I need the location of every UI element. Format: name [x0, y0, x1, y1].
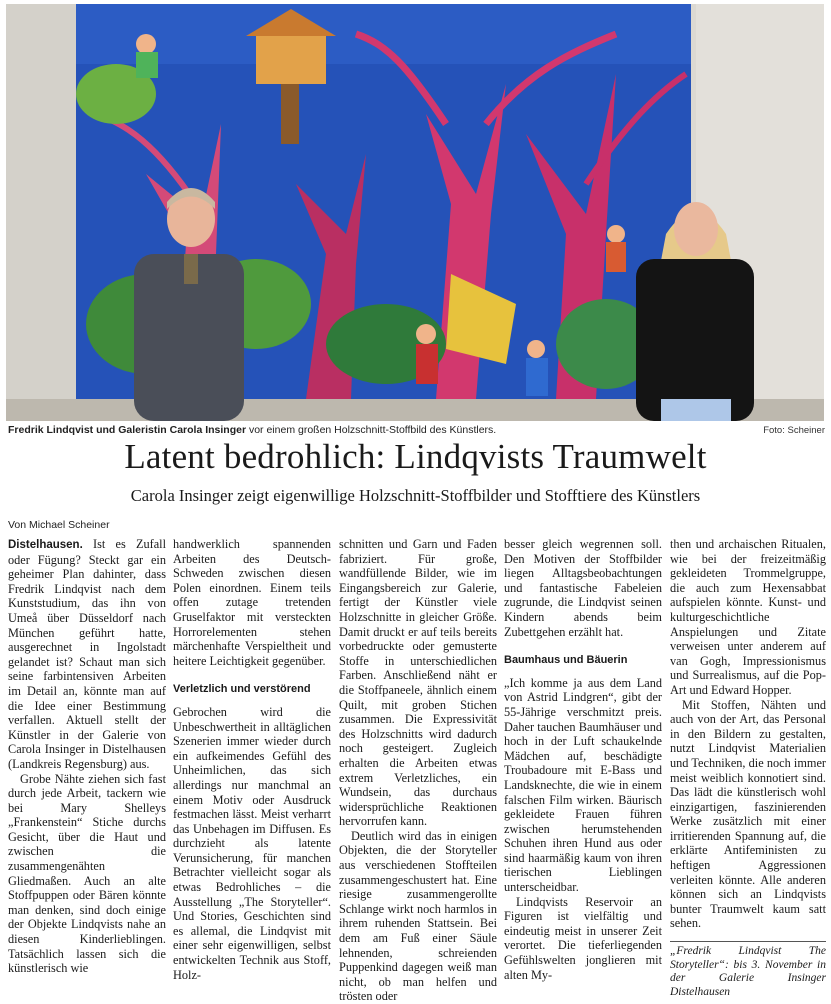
article-paragraph: Grobe Nähte ziehen sich fast durch jede Arbeit, tackern wie bei Mary Shelleys „Frankenstein“ Stiche durchs Gesicht, über die Haut und zwischen die zusammengenähten Gliedmaßen. Auch an alte Stoffpuppen oder Bären könnte man denken, sind doch einige der Objekte Lindqvists nahe an diesen Kinderlieblingen. Tatsächlich lassen sich die künstlerisch wie — [8, 771, 166, 976]
photo-illustration — [6, 4, 824, 421]
dateline: Distelhausen. — [8, 539, 83, 551]
article-photo — [6, 4, 824, 421]
exhibition-info: „Fredrik Lindqvist The Storyteller“: bis 3. November in der Galerie Insinger Distelhausen — [670, 941, 826, 999]
byline: Von Michael Scheiner — [8, 519, 110, 531]
section-heading: Verletzlich und verstörend — [173, 683, 311, 696]
article-column-3 — [339, 537, 497, 1004]
article-paragraph: besser gleich wegrennen soll. Den Motiven der Stoffbilder liegen Alltagsbeobachtungen und fantastische Fabeleien zugrunde, die Lindqvist seinen Kindern abends beim Zubettgehen erzählt hat. — [504, 537, 662, 639]
article-column-1 — [8, 537, 166, 976]
article-paragraph — [8, 537, 166, 772]
headline: Latent bedrohlich: Lindqvists Traumwelt — [124, 437, 707, 476]
article-paragraph: Mit Stoffen, Nähten und auch von der Art, das Personal in den Bildern zu gestalten, nutzt Lindqvist Materialien und Techniken, die noch immer meist weiblich konnotiert sind. Das lädt die künstlerisch wohl einzigartigen, faszinierenden Werke zusätzlich mit einer irritierenden Spannung auf, die erklärte Antifeministen zu heftigen Aggressionen verleiten könnte. Alle anderen können sich an Lindqvists bunter Traumwelt kaum satt sehen. — [670, 697, 826, 931]
section-heading: Baumhaus und Bäuerin — [504, 654, 628, 667]
article-column-5 — [670, 537, 826, 999]
article-column-4 — [504, 537, 662, 982]
caption-text: vor einem großen Holzschnitt-Stoffbild des Künstlers. — [246, 424, 497, 436]
article-paragraph: Deutlich wird das in einigen Objekten, die der Storyteller aus verschiedenen Stoffteilen zusammengeschustert hat. Eine riesige zusammengerollte Schlange wirkt noch harmlos in ihrem ruhenden Stattsein. Bei dem am Fuß einer Säule lehnenden, schreienden Puppenkind dagegen weiß man nicht, ob man helfen und trösten oder — [339, 828, 497, 1004]
photo-caption — [8, 424, 826, 436]
article-column-2 — [173, 537, 331, 982]
article-paragraph: Gebrochen wird die Unbeschwertheit in alltäglichen Szenerien immer wieder durch ein aufkeimendes Gefühl des Unheimlichen, das sich allerdings nur manchmal an einem Motiv oder Ausdruck festmachen lässt. Meist verharrt das Unbehagen im Diffusen. Es durchzieht als latente Verunsicherung, für manchen Betrachter vielleicht sogar als etwas Bedrohliches – die Ausstellung „The Storyteller“. Und Stories, Geschichten sind es allemal, die Lindqvist mit einer sehr eigenwilligen, selbst entwickelten Technik aus Stoff, Holz- — [173, 704, 331, 982]
article-paragraph: „Ich komme ja aus dem Land von Astrid Lindgren“, gibt der 55-Jährige verschmitzt preis. Daher tauchen Baumhäuser und hoch in der Luft schaukelnde Mädchen auf, beschädigte Troubadoure mit E-Bass und Landsknechte, die wie in einem falschen Film wirken. Bäurisch gekleidete Frauen führen zwischen herumstehenden Schuhen ihren Hund aus oder sind haarmäßig kaum von ihren tierischen Lieblingen unterscheidbar. — [504, 675, 662, 895]
article-paragraph: Lindqvists Reservoir an Figuren ist vielfältig und eindeutig meist in unserer Zeit verortet. Die tieferliegenden Gefühlswelten jonglieren mit alten My- — [504, 894, 662, 982]
article-paragraph: schnitten und Garn und Faden fabriziert. Für große, wandfüllende Bilder, wie im Eingangsbereich zur Galerie, fertigt der Künstler viele Holzschnitte in gleicher Größe. Damit druckt er auf teils bereits vorbedruckte oder gemusterte Stoffe in unterschiedlichen Farben. Anschließend näht er die Stoffpaneele, ähnlich einem Quilt, mit groben Stichen zusammen. Die Expressivität des Holzschnitts wird dadurch noch gesteigert. Zugleich erhalten die Arbeiten etwas extrem Verletzliches, ein Wundsein, das durchaus widersprüchliche Reaktionen hervorrufen kann. — [339, 537, 497, 829]
subheadline: Carola Insinger zeigt eigenwillige Holzschnitt-Stoffbilder und Stofftiere des Künstlers — [130, 486, 701, 505]
article-paragraph: handwerklich spannenden Arbeiten des Deutsch-Schweden zwischen diesen Polen einordnen. Einem teils offen zutage tretenden Gruselfaktor mit versteckten Horrorelementen stehen märchenhafte Verspieltheit und heitere Leichtigkeit gegenüber. — [173, 537, 331, 668]
photo-credit: Foto: Scheiner — [763, 425, 825, 436]
caption-names: Fredrik Lindqvist und Galeristin Carola Insinger — [8, 424, 247, 436]
paragraph-text: Ist es Zufall oder Fügung? Steckt gar ein geheimer Plan dahinter, dass Fredrik Lindqvist nach dem Kunststudium, das ihn von Umeå über Düsseldorf nach München geführt hatte, ausgerechnet in Ingolstadt gelandet ist? Schaut man sich seine farbintensiven Arbeiten im Detail an, könnte man auf die Idee einer Bestimmung verfallen. Aktuell stellt der Künstler in der Galerie von Carola Insinger in Distelhausen (Landkreis Regensburg) aus. — [8, 537, 166, 771]
article-paragraph: then und archaischen Ritualen, wie bei der freizeitmäßig gekleideten Trommelgruppe, die auch zum Hexensabbat aufspielen könnte. Kunst- und kulturgeschichtliche Anspielungen und Zitate verweisen unter anderem auf van Gogh, Impressionismus und Surrealismus, auf die Pop-Art und Edward Hopper. — [670, 537, 826, 697]
